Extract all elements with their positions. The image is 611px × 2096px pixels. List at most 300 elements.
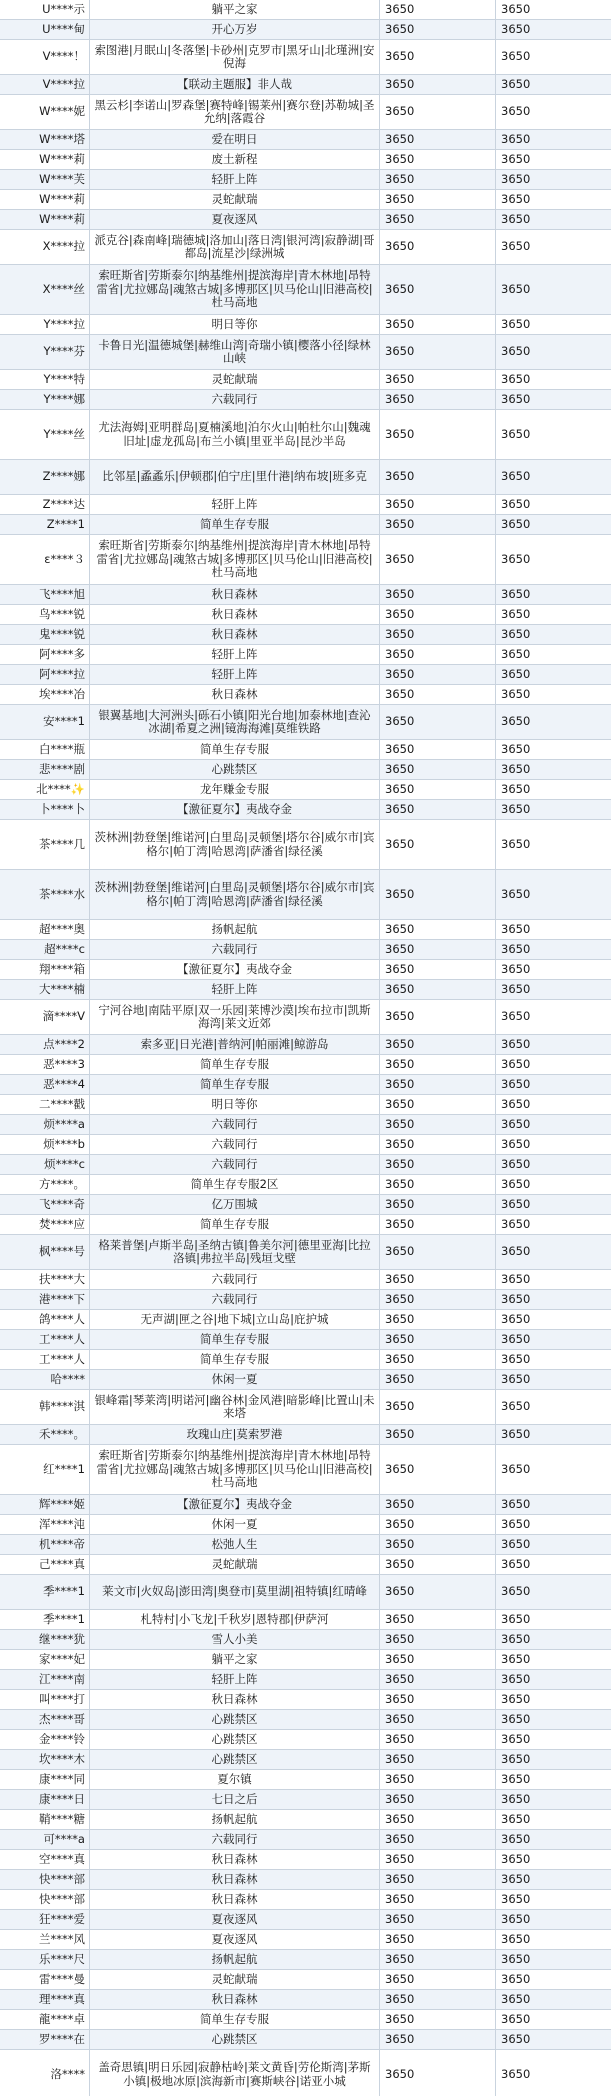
table-row bbox=[0, 1990, 611, 2010]
value-cell: 3650 bbox=[501, 76, 531, 91]
value-cell: 3650 bbox=[380, 1750, 496, 1769]
server-name-cell: 轻肝上阵 bbox=[90, 170, 380, 189]
value-cell: 3650 bbox=[501, 1771, 531, 1786]
value-cell: 3650 bbox=[501, 191, 531, 206]
value-cell: 3650 bbox=[501, 1584, 531, 1599]
value-cell: 3650 bbox=[501, 1196, 531, 1211]
server-name-cell: 索多亚|日光港|普纳河|帕丽滩|鲸游岛 bbox=[90, 1035, 380, 1054]
value-cell: 3650 bbox=[501, 551, 531, 566]
value-cell: 3650 bbox=[501, 1971, 531, 1986]
player-name-cell: Y****芬 bbox=[0, 335, 90, 369]
value-cell: 3650 bbox=[380, 1115, 496, 1134]
table-row bbox=[0, 940, 611, 960]
server-name-cell: 简单生存专服 bbox=[90, 1350, 380, 1369]
value-cell: 3650 bbox=[380, 460, 496, 494]
server-name-cell: 心跳禁区 bbox=[90, 2030, 380, 2049]
server-name-cell: 秋日森林 bbox=[90, 585, 380, 604]
server-name-cell: 休闲一夏 bbox=[90, 1370, 380, 1389]
server-name-cell: 雪人小美 bbox=[90, 1630, 380, 1649]
server-name-cell: 宁河谷地|南陆平原|双一乐园|莱博沙漠|埃布拉市|凯斯海湾|莱文近郊 bbox=[90, 1000, 380, 1034]
server-name-cell: 轻肝上阵 bbox=[90, 665, 380, 684]
value-cell: 3650 bbox=[501, 666, 531, 681]
table-row bbox=[0, 920, 611, 940]
value-cell: 3650 bbox=[501, 1009, 531, 1024]
value-cell: 3650 bbox=[380, 390, 496, 409]
value-cell: 3650 bbox=[501, 344, 531, 359]
table-row bbox=[0, 1000, 611, 1035]
value-cell: 3650 bbox=[501, 1671, 531, 1686]
player-name-cell: 空****真 bbox=[0, 1850, 90, 1869]
value-cell: 3650 bbox=[380, 1000, 496, 1034]
value-cell: 3650 bbox=[380, 1310, 496, 1329]
server-name-cell: 简单生存专服 bbox=[90, 515, 380, 534]
value-cell: 3650 bbox=[380, 1390, 496, 1424]
player-name-cell: 可****a bbox=[0, 1830, 90, 1849]
player-name-cell: V****拉 bbox=[0, 75, 90, 94]
player-name-cell: 康****日 bbox=[0, 1790, 90, 1809]
value-cell: 3650 bbox=[380, 1870, 496, 1889]
value-cell: 3650 bbox=[380, 1425, 496, 1444]
server-name-cell: 【联动主题服】非人哉 bbox=[90, 75, 380, 94]
table-row bbox=[0, 645, 611, 665]
value-cell: 3650 bbox=[380, 1330, 496, 1349]
player-name-cell: 恶****3 bbox=[0, 1055, 90, 1074]
value-cell: 3650 bbox=[501, 1991, 531, 2006]
server-name-cell: 简单生存专服 bbox=[90, 2010, 380, 2029]
server-name-cell: 心跳禁区 bbox=[90, 760, 380, 779]
value-cell: 3650 bbox=[380, 1610, 496, 1629]
player-name-cell: W****芙 bbox=[0, 170, 90, 189]
value-cell: 3650 bbox=[380, 740, 496, 759]
table-row bbox=[0, 1610, 611, 1630]
value-cell: 3650 bbox=[380, 685, 496, 704]
value-cell: 3650 bbox=[380, 0, 496, 19]
player-name-cell: 工****人 bbox=[0, 1350, 90, 1369]
table-row bbox=[0, 2030, 611, 2050]
player-name-cell: 茶****水 bbox=[0, 870, 90, 919]
value-cell: 3650 bbox=[501, 981, 531, 996]
value-cell: 3650 bbox=[501, 239, 531, 254]
player-name-cell: 超****奥 bbox=[0, 920, 90, 939]
table-row bbox=[0, 1930, 611, 1950]
server-name-cell: 夏尔镇 bbox=[90, 1770, 380, 1789]
table-row bbox=[0, 75, 611, 95]
player-name-cell: ε****３ bbox=[0, 535, 90, 584]
server-name-cell: 简单生存专服 bbox=[90, 1055, 380, 1074]
server-name-cell: 茨林洲|勃登堡|维诺河|白里岛|灵顿堡|塔尔谷|威尔市|宾格尔|帕丁湾|哈恩湾|萨潘省|绿径溪 bbox=[90, 820, 380, 869]
table-row bbox=[0, 1630, 611, 1650]
player-name-cell: Y****丝 bbox=[0, 410, 90, 459]
player-name-cell: 枫****号 bbox=[0, 1235, 90, 1269]
player-name-cell: 港****下 bbox=[0, 1290, 90, 1309]
player-name-cell: 兰****风 bbox=[0, 1930, 90, 1949]
player-name-cell: 安****1 bbox=[0, 705, 90, 739]
value-cell: 3650 bbox=[380, 1670, 496, 1689]
server-name-cell: 扬帆起航 bbox=[90, 1950, 380, 1969]
table-row bbox=[0, 1690, 611, 1710]
value-cell: 3650 bbox=[501, 1076, 531, 1091]
value-cell: 3650 bbox=[380, 1710, 496, 1729]
table-row bbox=[0, 1350, 611, 1370]
player-name-cell: 烦****a bbox=[0, 1115, 90, 1134]
player-name-cell: 烦****b bbox=[0, 1135, 90, 1154]
table-row bbox=[0, 780, 611, 800]
value-cell: 3650 bbox=[501, 1311, 531, 1326]
player-name-cell: 烦****c bbox=[0, 1155, 90, 1174]
player-name-cell: V****！ bbox=[0, 40, 90, 74]
value-cell: 3650 bbox=[380, 665, 496, 684]
player-name-cell: 江****南 bbox=[0, 1670, 90, 1689]
player-name-cell: 罗****在 bbox=[0, 2030, 90, 2049]
value-cell: 3650 bbox=[380, 1970, 496, 1989]
value-cell: 3650 bbox=[501, 371, 531, 386]
value-cell: 3650 bbox=[380, 705, 496, 739]
table-row bbox=[0, 1555, 611, 1575]
value-cell: 3650 bbox=[501, 1611, 531, 1626]
table-row bbox=[0, 605, 611, 625]
server-name-cell: 休闲一夏 bbox=[90, 1515, 380, 1534]
player-name-cell: 悲****剧 bbox=[0, 760, 90, 779]
value-cell: 3650 bbox=[380, 1290, 496, 1309]
value-cell: 3650 bbox=[380, 1790, 496, 1809]
table-row bbox=[0, 20, 611, 40]
value-cell: 3650 bbox=[380, 1650, 496, 1669]
table-row bbox=[0, 1730, 611, 1750]
value-cell: 3650 bbox=[501, 1216, 531, 1231]
table-row bbox=[0, 1770, 611, 1790]
server-name-cell: 六载同行 bbox=[90, 1290, 380, 1309]
server-name-cell: 卡鲁日光|温德城堡|赫维山湾|奇瑞小镇|樱落小径|绿林山峡 bbox=[90, 335, 380, 369]
server-name-cell: 六载同行 bbox=[90, 1135, 380, 1154]
player-name-cell: 雷****曼 bbox=[0, 1970, 90, 1989]
player-name-cell: 金****铃 bbox=[0, 1730, 90, 1749]
value-cell: 3650 bbox=[380, 1270, 496, 1289]
table-row bbox=[0, 1535, 611, 1555]
player-name-cell: 工****人 bbox=[0, 1330, 90, 1349]
value-cell: 3650 bbox=[380, 800, 496, 819]
value-cell: 3650 bbox=[380, 1950, 496, 1969]
value-cell: 3650 bbox=[380, 605, 496, 624]
server-name-cell: 无声湖|匣之谷|地下城|立山岛|庇护城 bbox=[90, 1310, 380, 1329]
server-name-cell: 爱在明日 bbox=[90, 130, 380, 149]
table-row bbox=[0, 335, 611, 370]
value-cell: 3650 bbox=[501, 1691, 531, 1706]
player-name-cell: 哈**** bbox=[0, 1370, 90, 1389]
table-row bbox=[0, 265, 611, 315]
player-name-cell: 北****✨ bbox=[0, 780, 90, 799]
player-name-cell: Z****1 bbox=[0, 515, 90, 534]
server-name-cell: 心跳禁区 bbox=[90, 1710, 380, 1729]
value-cell: 3650 bbox=[501, 1036, 531, 1051]
player-name-cell: 乐****尺 bbox=[0, 1950, 90, 1969]
server-name-cell: 索旺斯省|劳斯泰尔|纳基维州|提滨海岸|青木林地|昂特雷省|尤拉娜岛|魂煞古城|多博那区|贝马伦山|旧港高校|杜马高地 bbox=[90, 535, 380, 584]
value-cell: 3650 bbox=[380, 1075, 496, 1094]
table-row bbox=[0, 1750, 611, 1770]
value-cell: 3650 bbox=[380, 265, 496, 314]
table-row bbox=[0, 170, 611, 190]
table-row bbox=[0, 1215, 611, 1235]
table-row bbox=[0, 190, 611, 210]
server-name-cell: 灵蛇献瑞 bbox=[90, 1555, 380, 1574]
value-cell: 3650 bbox=[380, 1555, 496, 1574]
value-cell: 3650 bbox=[501, 281, 531, 296]
player-name-cell: 快****部 bbox=[0, 1890, 90, 1909]
value-cell: 3650 bbox=[501, 646, 531, 661]
table-row bbox=[0, 1950, 611, 1970]
value-cell: 3650 bbox=[501, 1291, 531, 1306]
player-name-cell: W****莉 bbox=[0, 190, 90, 209]
player-name-cell: 杰****哥 bbox=[0, 1710, 90, 1729]
value-cell: 3650 bbox=[501, 21, 531, 36]
server-name-cell: 简单生存专服 bbox=[90, 740, 380, 759]
player-name-cell: 茶****几 bbox=[0, 820, 90, 869]
server-name-cell: 银翼基地|大河洲头|砾石小镇|阳光台地|加泰林地|查沁冰湖|希夏之洲|镜海海滩|莫维铁路 bbox=[90, 705, 380, 739]
table-row bbox=[0, 370, 611, 390]
player-name-cell: 翔****箱 bbox=[0, 960, 90, 979]
value-cell: 3650 bbox=[380, 1910, 496, 1929]
player-name-cell: 快****部 bbox=[0, 1870, 90, 1889]
value-cell: 3650 bbox=[501, 1351, 531, 1366]
table-row bbox=[0, 1445, 611, 1495]
table-row bbox=[0, 1290, 611, 1310]
value-cell: 3650 bbox=[380, 1930, 496, 1949]
table-row bbox=[0, 515, 611, 535]
server-name-cell: 【激征夏尔】夷战夺金 bbox=[90, 800, 380, 819]
value-cell: 3650 bbox=[380, 1495, 496, 1514]
table-row bbox=[0, 1850, 611, 1870]
value-cell: 3650 bbox=[380, 150, 496, 169]
value-cell: 3650 bbox=[501, 1931, 531, 1946]
value-cell: 3650 bbox=[501, 1244, 531, 1259]
server-name-cell: 躺平之家 bbox=[90, 1650, 380, 1669]
table-row bbox=[0, 1390, 611, 1425]
player-name-cell: 坎****木 bbox=[0, 1750, 90, 1769]
value-cell: 3650 bbox=[501, 801, 531, 816]
server-name-cell: 轻肝上阵 bbox=[90, 645, 380, 664]
value-cell: 3650 bbox=[380, 1850, 496, 1869]
player-name-cell: 飞****旭 bbox=[0, 585, 90, 604]
table-row bbox=[0, 1370, 611, 1390]
table-row bbox=[0, 1710, 611, 1730]
player-name-cell: 机****帝 bbox=[0, 1535, 90, 1554]
value-cell: 3650 bbox=[501, 626, 531, 641]
table-row bbox=[0, 410, 611, 460]
server-name-cell: 七日之后 bbox=[90, 1790, 380, 1809]
server-name-cell: 灵蛇献瑞 bbox=[90, 190, 380, 209]
player-name-cell: Y****拉 bbox=[0, 315, 90, 334]
value-cell: 3650 bbox=[380, 1235, 496, 1269]
server-name-cell: 玫瑰山庄|莫索罗港 bbox=[90, 1425, 380, 1444]
server-name-cell: 秋日森林 bbox=[90, 1690, 380, 1709]
server-name-cell: 六载同行 bbox=[90, 940, 380, 959]
table-row bbox=[0, 95, 611, 130]
player-name-cell: 家****妃 bbox=[0, 1650, 90, 1669]
server-name-cell: 开心万岁 bbox=[90, 20, 380, 39]
value-cell: 3650 bbox=[501, 741, 531, 756]
table-row bbox=[0, 800, 611, 820]
value-cell: 3650 bbox=[501, 1371, 531, 1386]
table-row bbox=[0, 130, 611, 150]
player-name-cell: 阿****拉 bbox=[0, 665, 90, 684]
table-row bbox=[0, 760, 611, 780]
value-cell: 3650 bbox=[380, 1575, 496, 1609]
table-row bbox=[0, 40, 611, 75]
table-row bbox=[0, 740, 611, 760]
player-name-cell: 康****同 bbox=[0, 1770, 90, 1789]
value-cell: 3650 bbox=[501, 1056, 531, 1071]
value-cell: 3650 bbox=[501, 1651, 531, 1666]
table-row bbox=[0, 495, 611, 515]
table-row bbox=[0, 1310, 611, 1330]
player-name-cell: 白****瓶 bbox=[0, 740, 90, 759]
server-name-cell: 秋日森林 bbox=[90, 1890, 380, 1909]
server-name-cell: 比邻星|蟊蟊乐|伊顿郡|伯宁庄|里什港|纳布坡|班多克 bbox=[90, 460, 380, 494]
player-name-cell: U****甸 bbox=[0, 20, 90, 39]
value-cell: 3650 bbox=[380, 1730, 496, 1749]
server-name-cell: 轻肝上阵 bbox=[90, 1670, 380, 1689]
value-cell: 3650 bbox=[380, 495, 496, 514]
value-cell: 3650 bbox=[380, 1630, 496, 1649]
server-name-cell: 六载同行 bbox=[90, 1270, 380, 1289]
server-name-cell: 秋日森林 bbox=[90, 625, 380, 644]
player-name-cell: 恶****4 bbox=[0, 1075, 90, 1094]
player-name-cell: 继****犹 bbox=[0, 1630, 90, 1649]
value-cell: 3650 bbox=[501, 316, 531, 331]
table-row bbox=[0, 1035, 611, 1055]
server-name-cell: 简单生存专服 bbox=[90, 1075, 380, 1094]
value-cell: 3650 bbox=[380, 315, 496, 334]
table-row bbox=[0, 1115, 611, 1135]
server-name-cell: 银峰霜|琴莱湾|明诺河|幽谷林|金风港|暗影峰|比置山|未来塔 bbox=[90, 1390, 380, 1424]
value-cell: 3650 bbox=[501, 516, 531, 531]
value-cell: 3650 bbox=[380, 585, 496, 604]
value-cell: 3650 bbox=[501, 921, 531, 936]
value-cell: 3650 bbox=[380, 535, 496, 584]
player-name-cell: 浑****沌 bbox=[0, 1515, 90, 1534]
value-cell: 3650 bbox=[501, 1871, 531, 1886]
player-name-cell: 埃****冶 bbox=[0, 685, 90, 704]
server-name-cell: 夏夜逐风 bbox=[90, 1930, 380, 1949]
value-cell: 3650 bbox=[380, 190, 496, 209]
server-name-cell: 躺平之家 bbox=[90, 0, 380, 19]
server-name-cell: 松弛人生 bbox=[90, 1535, 380, 1554]
value-cell: 3650 bbox=[501, 1156, 531, 1171]
value-cell: 3650 bbox=[380, 2050, 496, 2096]
value-cell: 3650 bbox=[380, 870, 496, 919]
value-cell: 3650 bbox=[501, 1791, 531, 1806]
value-cell: 3650 bbox=[380, 1195, 496, 1214]
value-cell: 3650 bbox=[501, 836, 531, 851]
value-cell: 3650 bbox=[380, 1095, 496, 1114]
server-name-cell: 亿万围城 bbox=[90, 1195, 380, 1214]
player-name-cell: 理****真 bbox=[0, 1990, 90, 2009]
value-cell: 3650 bbox=[501, 1116, 531, 1131]
player-name-cell: W****塔 bbox=[0, 130, 90, 149]
table-row bbox=[0, 1495, 611, 1515]
value-cell: 3650 bbox=[501, 391, 531, 406]
value-cell: 3650 bbox=[501, 496, 531, 511]
table-row bbox=[0, 1810, 611, 1830]
server-name-cell: 秋日森林 bbox=[90, 1850, 380, 1869]
value-cell: 3650 bbox=[380, 170, 496, 189]
value-cell: 3650 bbox=[380, 1215, 496, 1234]
player-name-cell: 龍****卓 bbox=[0, 2010, 90, 2029]
table-row bbox=[0, 1425, 611, 1445]
table-row bbox=[0, 1650, 611, 1670]
table-row bbox=[0, 0, 611, 20]
value-cell: 3650 bbox=[501, 1331, 531, 1346]
server-name-cell: 【激征夏尔】夷战夺金 bbox=[90, 1495, 380, 1514]
player-name-cell: 卜****卜 bbox=[0, 800, 90, 819]
table-row bbox=[0, 390, 611, 410]
player-name-cell: 韩****淇 bbox=[0, 1390, 90, 1424]
table-row bbox=[0, 315, 611, 335]
value-cell: 3650 bbox=[501, 714, 531, 729]
value-cell: 3650 bbox=[501, 1751, 531, 1766]
value-cell: 3650 bbox=[380, 1810, 496, 1829]
value-cell: 3650 bbox=[501, 1496, 531, 1511]
player-name-cell: Z****达 bbox=[0, 495, 90, 514]
value-cell: 3650 bbox=[501, 586, 531, 601]
value-cell: 3650 bbox=[380, 820, 496, 869]
value-cell: 3650 bbox=[501, 781, 531, 796]
server-name-cell: 尤法海姆|亚明群岛|夏楠溪地|泊尔火山|帕杜尔山|魏魂旧址|虚龙孤岛|布兰小镇|里亚半岛|昆沙半岛 bbox=[90, 410, 380, 459]
table-row bbox=[0, 1830, 611, 1850]
value-cell: 3650 bbox=[501, 1851, 531, 1866]
server-name-cell: 明日等你 bbox=[90, 315, 380, 334]
table-row bbox=[0, 625, 611, 645]
value-cell: 3650 bbox=[501, 2011, 531, 2026]
value-cell: 3650 bbox=[380, 645, 496, 664]
table-row bbox=[0, 1135, 611, 1155]
value-cell: 3650 bbox=[380, 515, 496, 534]
value-cell: 3650 bbox=[380, 75, 496, 94]
table-row bbox=[0, 1515, 611, 1535]
value-cell: 3650 bbox=[501, 131, 531, 146]
server-name-cell: 盖奇思镇|明日乐园|寂静枯岭|莱文黄昏|劳伦斯湾|茅斯小镇|极地冰原|滨海新市|赛斯峡谷|诺亚小城 bbox=[90, 2050, 380, 2096]
value-cell: 3650 bbox=[380, 1830, 496, 1849]
table-row bbox=[0, 820, 611, 870]
table-row bbox=[0, 1095, 611, 1115]
player-name-cell: Y****娜 bbox=[0, 390, 90, 409]
table-row bbox=[0, 1870, 611, 1890]
value-cell: 3650 bbox=[501, 49, 531, 64]
value-cell: 3650 bbox=[501, 1911, 531, 1926]
table-row bbox=[0, 1175, 611, 1195]
table-row bbox=[0, 705, 611, 740]
player-name-cell: U****示 bbox=[0, 0, 90, 19]
server-name-cell: 简单生存专服 bbox=[90, 1215, 380, 1234]
value-cell: 3650 bbox=[380, 1175, 496, 1194]
player-name-cell: 鸟****锐 bbox=[0, 605, 90, 624]
player-name-cell: 点****2 bbox=[0, 1035, 90, 1054]
table-row bbox=[0, 1970, 611, 1990]
player-name-cell: 飞****奇 bbox=[0, 1195, 90, 1214]
value-cell: 3650 bbox=[501, 1461, 531, 1476]
table-row bbox=[0, 230, 611, 265]
value-cell: 3650 bbox=[380, 2010, 496, 2029]
table-row bbox=[0, 1235, 611, 1270]
player-name-cell: 大****楠 bbox=[0, 980, 90, 999]
player-name-cell: 叫****打 bbox=[0, 1690, 90, 1709]
value-cell: 3650 bbox=[501, 1, 531, 16]
value-cell: 3650 bbox=[380, 1890, 496, 1909]
value-cell: 3650 bbox=[380, 95, 496, 129]
server-name-cell: 六载同行 bbox=[90, 1830, 380, 1849]
player-name-cell: 季****1 bbox=[0, 1575, 90, 1609]
value-cell: 3650 bbox=[501, 606, 531, 621]
server-name-cell: 灵蛇献瑞 bbox=[90, 1970, 380, 1989]
